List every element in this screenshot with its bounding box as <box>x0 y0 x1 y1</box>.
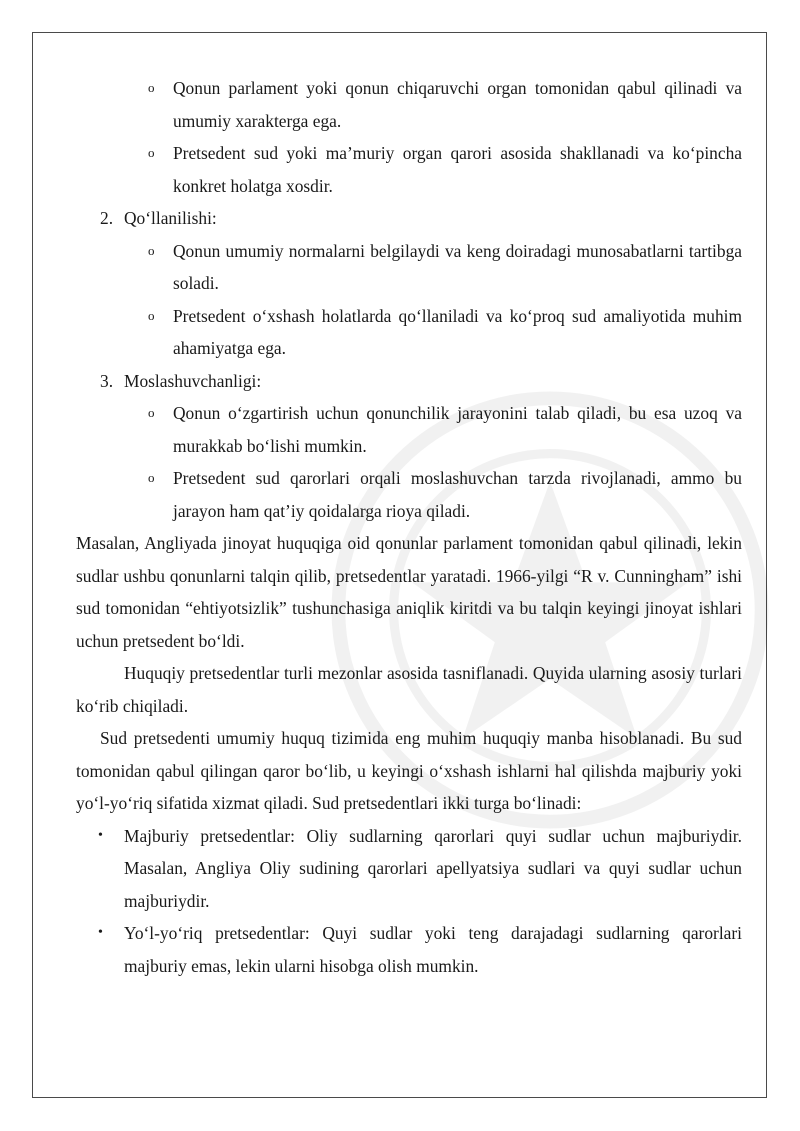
list-item-text: Pretsedent sud qarorlari orqali moslashuvchan tarzda rivojlanadi, ammo bu jarayon ham qat’iy qoidalarga rioya qiladi. <box>173 468 742 521</box>
numbered-item-title: Moslashuvchanligi: <box>124 370 262 391</box>
bullet-item-text: Yo‘l-yo‘riq pretsedentlar: Quyi sudlar yoki teng darajadagi sudlarning qarorlari majburiy emas, lekin ularni hisobga olish mumkin. <box>124 923 742 976</box>
circle-bullet-icon: o <box>148 80 155 95</box>
list-item <box>76 235 742 300</box>
circle-bullet-icon: o <box>148 405 155 420</box>
bullet-item <box>76 917 742 982</box>
paragraph-example: Masalan, Angliyada jinoyat huquqiga oid qonunlar parlament tomonidan qabul qilinadi, lekin sudlar ushbu qonunlarni talqin qilib, pretsedentlar yaratadi. 1966-yilgi “R v. Cunningham” ishi sud tomonidan “ehtiyotsizlik” tushunchasiga aniqlik kiritdi va bu talqin keyingi jinoyat ishlari uchun pretsedent bo‘ldi. <box>76 533 742 651</box>
circle-bullet-icon: o <box>148 307 155 323</box>
document-body <box>76 72 742 982</box>
numbered-item-title: Qo‘llanilishi: <box>124 208 217 228</box>
list-item <box>76 397 742 462</box>
circle-bullet-icon: o <box>148 242 155 258</box>
numbered-item-2 <box>76 202 742 235</box>
list-item-text: Pretsedent o‘xshash holatlarda qo‘llaniladi va ko‘proq sud amaliyotida muhim ahamiyatga ega. <box>173 305 742 358</box>
bullet-item <box>76 820 742 918</box>
bullet-dot-icon: • <box>98 827 103 843</box>
number-marker: 2. <box>100 208 114 228</box>
list-item <box>76 300 742 365</box>
list-item <box>76 137 742 202</box>
bullet-item-text: Majburiy pretsedentlar: Oliy sudlarning qarorlari quyi sudlar uchun majburiydir. Masalan, Angliya Oliy sudining qarorlari apellyatsiya sudlari va quyi sudlar uchun majburiydir. <box>124 825 742 911</box>
list-item <box>76 462 742 527</box>
list-item-text: Qonun parlament yoki qonun chiqaruvchi organ tomonidan qabul qilinadi va umumiy xarakterga ega. <box>173 78 742 131</box>
list-item-text: Qonun o‘zgartirish uchun qonunchilik jarayonini talab qiladi, bu esa uzoq va murakkab bo‘lishi mumkin. <box>173 403 742 456</box>
number-marker: 3. <box>100 370 114 391</box>
paragraph-classification: Huquqiy pretsedentlar turli mezonlar asosida tasniflanadi. Quyida ularning asosiy turlari ko‘rib chiqiladi. <box>76 663 742 716</box>
numbered-item-3 <box>76 365 742 398</box>
paragraph-court-precedent: Sud pretsedenti umumiy huquq tizimida eng muhim huquqiy manba hisoblanadi. Bu sud tomonidan qabul qilingan qaror bo‘lib, u keyingi o‘xshash ishlarni hal qilishda majburiy yoki yo‘l-yo‘riq sifatida xizmat qiladi. Sud pretsedentlari ikki turga bo‘linadi: <box>76 728 742 813</box>
circle-bullet-icon: o <box>148 145 155 160</box>
bullet-dot-icon: • <box>98 925 103 940</box>
list-item <box>76 72 742 137</box>
circle-bullet-icon: o <box>148 470 155 485</box>
list-item-text: Qonun umumiy normalarni belgilaydi va keng doiradagi munosabatlarni tartibga soladi. <box>173 240 742 293</box>
list-item-text: Pretsedent sud yoki ma’muriy organ qarori asosida shakllanadi va ko‘pincha konkret holatga xosdir. <box>173 143 742 196</box>
